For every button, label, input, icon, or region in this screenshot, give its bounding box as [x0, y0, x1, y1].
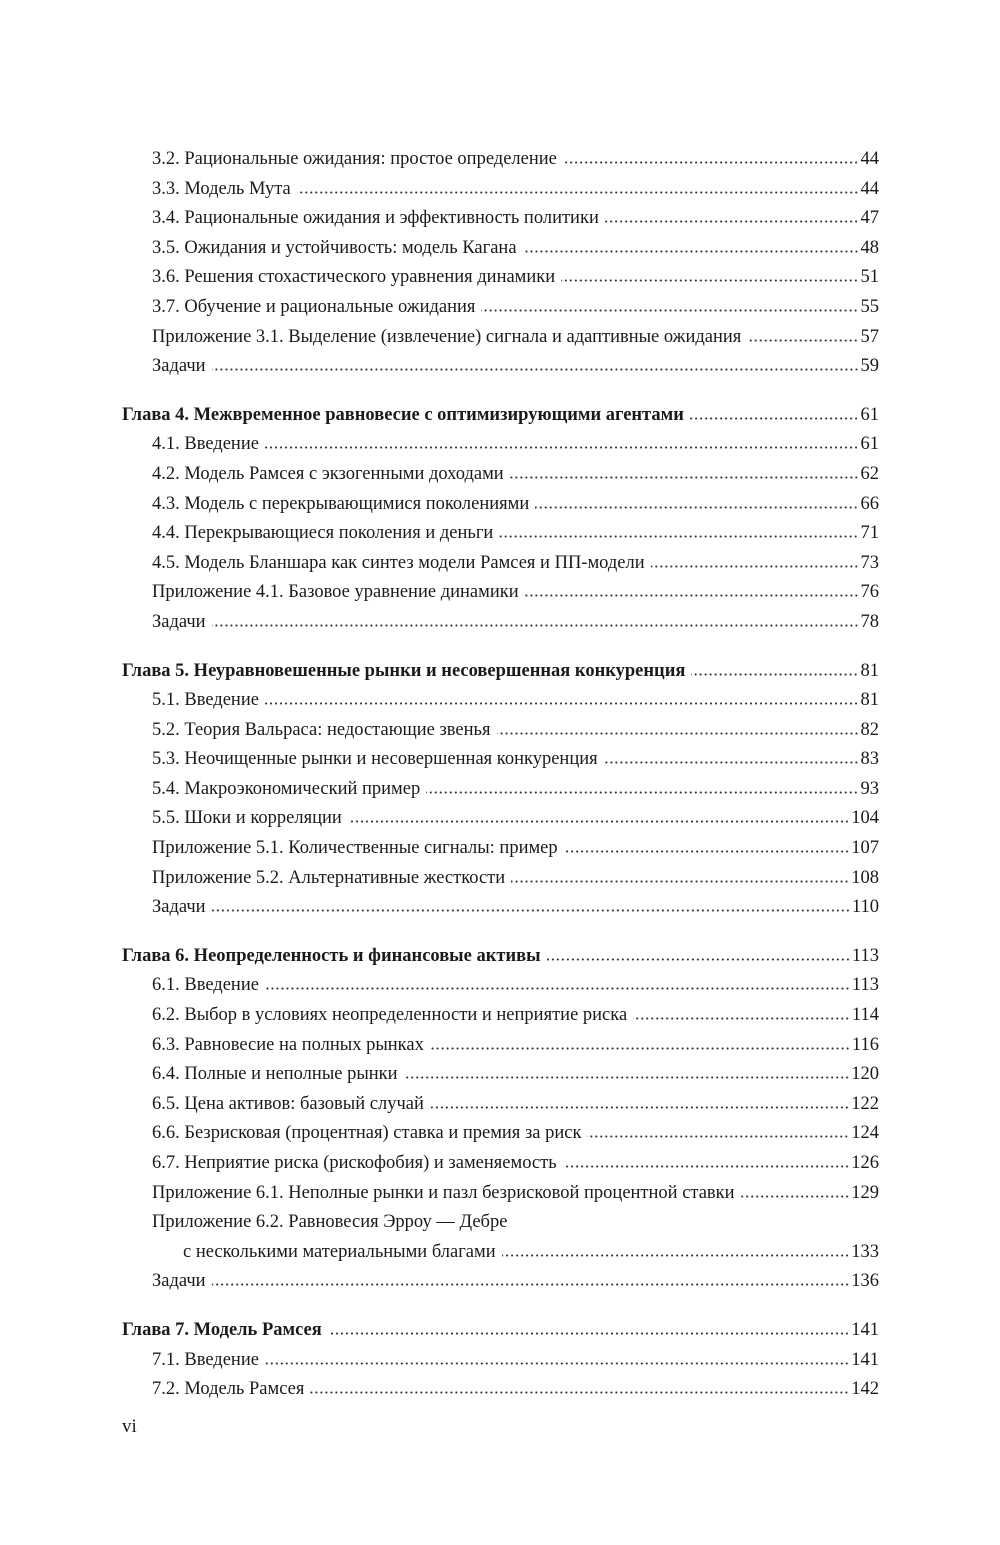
toc-entry[interactable] [122, 834, 879, 864]
entry-page: 141 [851, 1319, 879, 1340]
entry-title: 6.5. Цена активов: базовый случай [152, 1093, 424, 1114]
entry-title: 3.5. Ожидания и устойчивость: модель Кагана [152, 237, 517, 258]
toc-entry[interactable] [122, 1001, 879, 1031]
toc-entry[interactable] [122, 775, 879, 805]
dot-leader [297, 191, 859, 194]
entry-title: 3.6. Решения стохастического уравнения динамики [152, 267, 556, 288]
dot-leader [604, 761, 859, 764]
dot-leader [426, 791, 858, 794]
chapter-heading[interactable] [122, 942, 879, 972]
entry-page: 48 [860, 237, 879, 258]
toc-entry-continuation[interactable] [122, 1238, 879, 1268]
toc-entry[interactable] [122, 1090, 879, 1120]
dot-leader [651, 565, 859, 568]
dot-leader [690, 417, 859, 420]
entry-page: 44 [860, 149, 879, 169]
entry-page: 126 [851, 1153, 879, 1173]
entry-title: Приложение 6.2. Равновесия Эрроу — Дебре [152, 1212, 508, 1233]
dot-leader [212, 368, 859, 371]
toc-entry[interactable] [122, 1119, 879, 1149]
toc-entry[interactable] [122, 578, 879, 608]
dot-leader [404, 1076, 850, 1079]
entry-page: 59 [860, 356, 879, 377]
entry-page: 114 [851, 1005, 879, 1026]
dot-leader [523, 250, 859, 253]
toc-entry[interactable] [122, 352, 879, 382]
entry-page: 47 [860, 208, 879, 229]
entry-title: 4.1. Введение [152, 434, 259, 455]
entry-title: 6.3. Равновесие на полных рынках [152, 1034, 424, 1055]
dot-leader [741, 1195, 850, 1198]
entry-title: Приложение 5.2. Альтернативные жесткости [152, 867, 506, 888]
entry-title: с несколькими материальными благами [183, 1241, 496, 1262]
entry-title: Глава 7. Модель Рамсея [122, 1319, 322, 1340]
entry-page: 120 [851, 1064, 879, 1085]
entry-title: Приложение 6.1. Неполные рынки и пазл безрисковой процентной ставки [152, 1182, 735, 1203]
entry-page: 108 [851, 867, 879, 888]
dot-leader [605, 220, 859, 223]
entry-page: 44 [860, 178, 879, 199]
toc-entry[interactable] [122, 323, 879, 353]
dot-leader [747, 339, 858, 342]
entry-page: 81 [860, 690, 879, 711]
toc-entry[interactable] [122, 1060, 879, 1090]
dot-leader [310, 1391, 849, 1394]
entry-page: 66 [860, 493, 879, 514]
entry-page: 61 [860, 434, 879, 455]
entry-title: 6.7. Неприятие риска (рискофобия) и заменяемость [152, 1153, 557, 1173]
entry-title: Глава 6. Неопределенность и финансовые активы [122, 945, 541, 966]
entry-title: Задачи [152, 897, 206, 918]
entry-title: 6.6. Безрисковая (процентная) ставка и премия за риск [152, 1123, 582, 1144]
entry-page: 113 [851, 975, 879, 996]
dot-leader [212, 909, 850, 912]
toc-entry[interactable] [122, 204, 879, 234]
dot-leader [499, 535, 858, 538]
entry-page: 93 [860, 778, 879, 799]
entry-title: Приложение 5.1. Количественные сигналы: пример [152, 838, 558, 859]
dot-leader [497, 732, 859, 735]
dot-leader [563, 161, 859, 164]
entry-page: 122 [851, 1093, 879, 1114]
chapter-heading[interactable] [122, 401, 879, 431]
entry-title: 3.7. Обучение и рациональные ожидания [152, 296, 476, 317]
entry-title: 5.1. Введение [152, 690, 259, 711]
dot-leader [430, 1106, 849, 1109]
dot-leader [481, 309, 858, 312]
entry-title: Задачи [152, 1271, 206, 1292]
toc-entry[interactable] [122, 519, 879, 549]
entry-title: 7.1. Введение [152, 1349, 259, 1370]
toc-entry[interactable] [122, 145, 879, 175]
entry-title: Приложение 4.1. Базовое уравнение динамики [152, 582, 519, 603]
entry-title: Глава 4. Межвременное равновесие с оптимизирующими агентами [122, 404, 684, 425]
toc-entry[interactable] [122, 234, 879, 264]
entry-title: 4.2. Модель Рамсея с экзогенными доходами [152, 463, 504, 484]
toc-entry[interactable] [122, 1149, 879, 1179]
entry-title: Задачи [152, 356, 206, 377]
dot-leader [430, 1047, 850, 1050]
dot-leader [547, 958, 850, 961]
dot-leader [563, 1165, 850, 1168]
table-of-contents [122, 145, 879, 1405]
dot-leader [564, 850, 850, 853]
entry-title: 3.3. Модель Мута [152, 178, 291, 199]
dot-leader [328, 1332, 849, 1335]
dot-leader [587, 1135, 849, 1138]
entry-title: 4.5. Модель Бланшара как синтез модели Рамсея и ПП-модели [152, 552, 645, 573]
toc-entry[interactable] [122, 175, 879, 205]
entry-title: 4.4. Перекрывающиеся поколения и деньги [152, 523, 494, 544]
toc-entry[interactable] [122, 804, 879, 834]
toc-entry[interactable] [122, 1208, 879, 1238]
entry-title: Задачи [152, 611, 206, 632]
toc-entry[interactable] [122, 549, 879, 579]
entry-title: 6.1. Введение [152, 975, 259, 996]
dot-leader [265, 1362, 849, 1365]
toc-entry[interactable] [122, 460, 879, 490]
entry-title: 6.4. Полные и неполные рынки [152, 1064, 398, 1085]
entry-page: 61 [860, 404, 879, 425]
entry-title: 7.2. Модель Рамсея [152, 1379, 305, 1400]
toc-entry[interactable] [122, 1267, 879, 1297]
toc-entry[interactable] [122, 263, 879, 293]
dot-leader [691, 673, 858, 676]
dot-leader [525, 594, 859, 597]
toc-entry[interactable] [122, 716, 879, 746]
entry-page: 57 [860, 326, 879, 347]
entry-page: 62 [860, 463, 879, 484]
toc-entry[interactable] [122, 1375, 879, 1405]
toc-entry[interactable] [122, 430, 879, 460]
toc-entry[interactable] [122, 864, 879, 894]
toc-entry[interactable] [122, 608, 879, 638]
toc-entry[interactable] [122, 686, 879, 716]
entry-page: 83 [860, 749, 879, 770]
entry-page: 110 [851, 897, 879, 918]
entry-page: 129 [851, 1182, 879, 1203]
entry-title: 6.2. Выбор в условиях неопределенности и неприятие риска [152, 1005, 628, 1026]
entry-page: 142 [851, 1379, 879, 1400]
toc-entry[interactable] [122, 1346, 879, 1376]
entry-page: 71 [860, 523, 879, 544]
entry-page: 81 [860, 660, 879, 681]
dot-leader [265, 446, 859, 449]
entry-page: 133 [851, 1241, 879, 1262]
entry-page: 124 [851, 1123, 879, 1144]
chapter-heading[interactable] [122, 657, 879, 687]
entry-page: 136 [851, 1271, 879, 1292]
dot-leader [265, 702, 859, 705]
entry-page: 78 [860, 611, 879, 632]
entry-page: 107 [851, 838, 879, 859]
dot-leader [535, 506, 858, 509]
entry-page: 104 [851, 808, 879, 829]
entry-title: 4.3. Модель с перекрывающимися поколениями [152, 493, 530, 514]
toc-entry[interactable] [122, 490, 879, 520]
entry-page: 141 [851, 1349, 879, 1370]
toc-entry[interactable] [122, 971, 879, 1001]
dot-leader [511, 880, 849, 883]
dot-leader [561, 279, 858, 282]
toc-entry[interactable] [122, 293, 879, 323]
entry-title: 5.4. Макроэкономический пример [152, 778, 421, 799]
entry-title: 3.4. Рациональные ожидания и эффективность политики [152, 208, 599, 229]
entry-page: 73 [860, 552, 879, 573]
entry-page: 76 [860, 582, 879, 603]
dot-leader [633, 1017, 850, 1020]
entry-page: 116 [851, 1034, 879, 1055]
chapter-heading[interactable] [122, 1316, 879, 1346]
entry-title: 5.5. Шоки и корреляции [152, 808, 342, 829]
toc-entry[interactable] [122, 893, 879, 923]
dot-leader [212, 1283, 850, 1286]
entry-page: 51 [860, 267, 879, 288]
entry-title: Глава 5. Неуравновешенные рынки и несовершенная конкуренция [122, 660, 686, 681]
entry-title: 3.2. Рациональные ожидания: простое определение [152, 149, 557, 169]
entry-title: 5.2. Теория Вальраса: недостающие звенья [152, 719, 491, 740]
entry-page: 55 [860, 296, 879, 317]
page-number: vi [122, 1416, 137, 1437]
dot-leader [265, 987, 850, 990]
entry-title: 5.3. Неочищенные рынки и несовершенная конкуренция [152, 749, 598, 770]
entry-page: 113 [851, 945, 879, 966]
dot-leader [510, 476, 859, 479]
toc-entry[interactable] [122, 1179, 879, 1209]
entry-page: 82 [860, 719, 879, 740]
dot-leader [502, 1254, 850, 1257]
entry-title: Приложение 3.1. Выделение (извлечение) сигнала и адаптивные ожидания [152, 326, 742, 347]
dot-leader [348, 820, 849, 823]
toc-entry[interactable] [122, 745, 879, 775]
dot-leader [212, 624, 859, 627]
toc-entry[interactable] [122, 1031, 879, 1061]
